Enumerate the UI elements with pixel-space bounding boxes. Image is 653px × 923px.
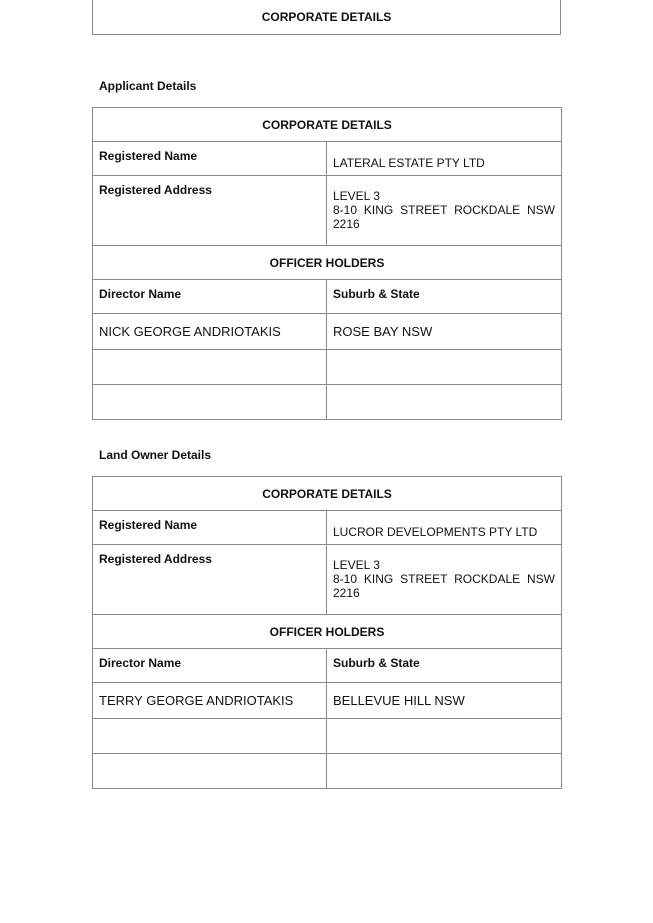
suburb-state-label: Suburb & State — [327, 649, 562, 683]
director-name-cell — [93, 350, 327, 385]
address-line: 2216 — [333, 586, 360, 600]
director-name-label: Director Name — [93, 649, 327, 683]
registered-name-value: LATERAL ESTATE PTY LTD — [327, 142, 562, 176]
director-name-cell — [93, 385, 327, 420]
address-line: 2216 — [333, 217, 360, 231]
address-line: 8-10 KING STREET ROCKDALE NSW — [333, 572, 555, 586]
registered-address-value — [327, 545, 562, 615]
director-name-label: Director Name — [93, 280, 327, 314]
director-suburb-cell — [327, 385, 562, 420]
officer-holders-header: OFFICER HOLDERS — [93, 615, 562, 649]
corporate-details-header: CORPORATE DETAILS — [93, 477, 562, 511]
top-corporate-table — [92, 0, 561, 35]
land-owner-section-title: Land Owner Details — [99, 448, 212, 462]
director-name-cell: NICK GEORGE ANDRIOTAKIS — [93, 314, 327, 350]
director-suburb-cell — [327, 719, 562, 754]
director-suburb-cell: ROSE BAY NSW — [327, 314, 562, 350]
applicant-table — [92, 107, 562, 420]
applicant-section-title: Applicant Details — [99, 79, 197, 93]
registered-name-label: Registered Name — [93, 511, 327, 545]
director-name-cell: TERRY GEORGE ANDRIOTAKIS — [93, 683, 327, 719]
registered-address-value — [327, 176, 562, 246]
director-suburb-cell — [327, 350, 562, 385]
director-suburb-cell — [327, 754, 562, 789]
officer-holders-header: OFFICER HOLDERS — [93, 246, 562, 280]
registered-name-value: LUCROR DEVELOPMENTS PTY LTD — [327, 511, 562, 545]
director-suburb-cell: BELLEVUE HILL NSW — [327, 683, 562, 719]
director-name-cell — [93, 719, 327, 754]
corporate-details-header: CORPORATE DETAILS — [93, 108, 562, 142]
registered-name-label: Registered Name — [93, 142, 327, 176]
director-name-cell — [93, 754, 327, 789]
corporate-details-header: CORPORATE DETAILS — [93, 0, 561, 35]
address-line: LEVEL 3 — [333, 558, 380, 572]
land-owner-table — [92, 476, 562, 789]
address-line: 8-10 KING STREET ROCKDALE NSW — [333, 203, 555, 217]
registered-address-label: Registered Address — [93, 545, 327, 615]
address-line: LEVEL 3 — [333, 189, 380, 203]
suburb-state-label: Suburb & State — [327, 280, 562, 314]
registered-address-label: Registered Address — [93, 176, 327, 246]
